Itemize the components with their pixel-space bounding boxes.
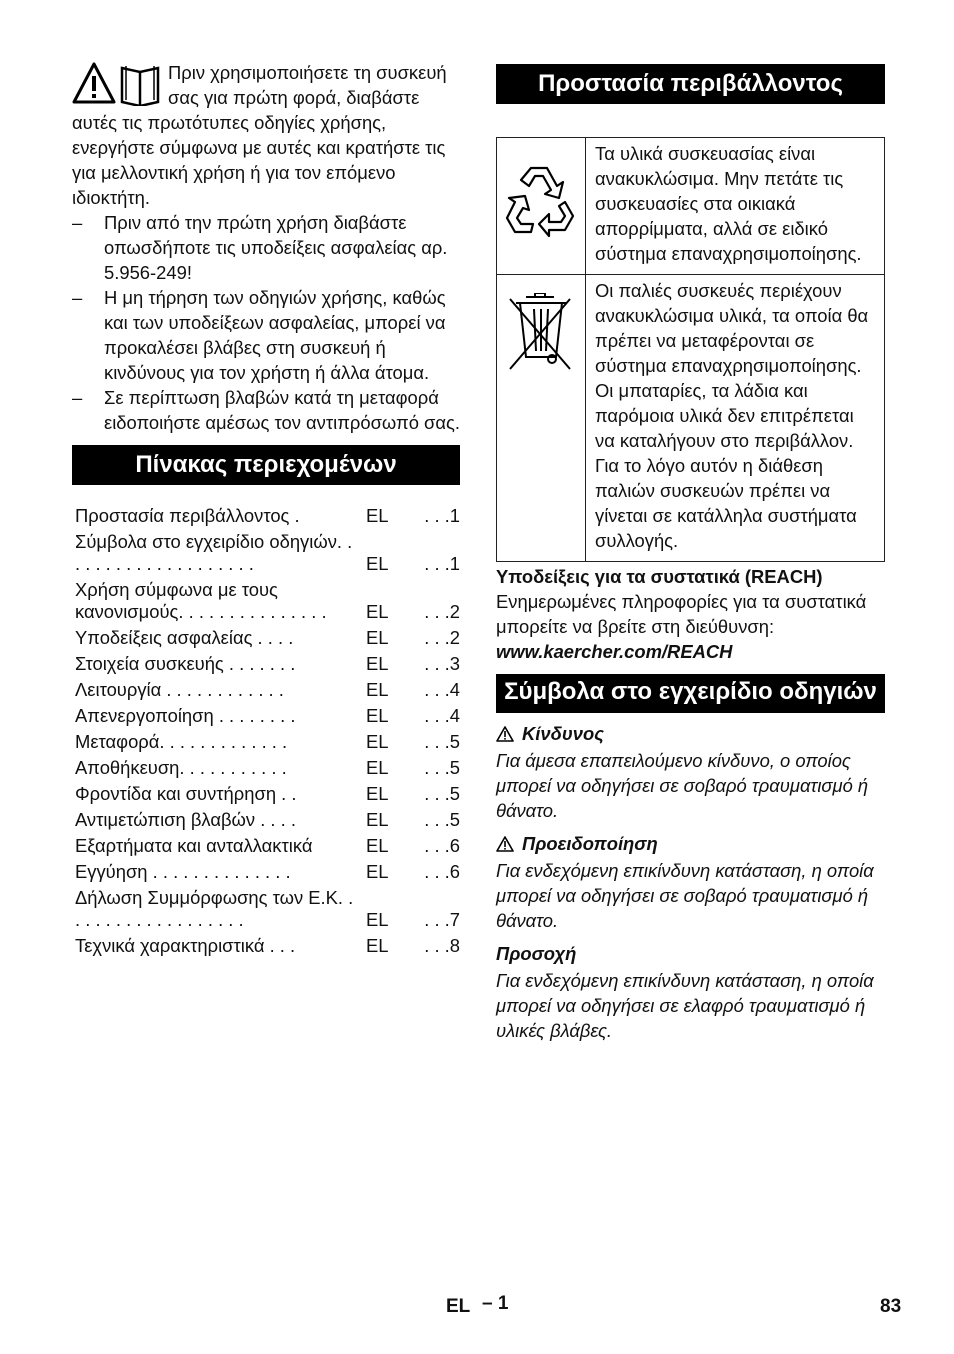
toc-entry-page: . . .5	[424, 731, 460, 752]
symbol-description: Για ενδεχόμενη επικίνδυνη κατάσταση, η οποία μπορεί να οδηγήσει σε σοβαρό τραυματισμό ή θάνατο.	[496, 860, 874, 931]
toc-entry-title: Υποδείξεις ασφαλείας . . . .	[75, 627, 294, 648]
toc-entry-title: Σύμβολα στο εγχειρίδιο οδηγιών. . . . . . . . . . . . . . . . . . . .	[75, 531, 353, 574]
toc-row[interactable]	[72, 755, 460, 781]
intro-section	[72, 60, 460, 435]
toc-entry-title: Εξαρτήματα και ανταλλακτικά	[75, 835, 313, 856]
reach-text: Ενημερωμένες πληροφορίες για τα συστατικά μπορείτε να βρείτε στη διεύθυνση:	[496, 591, 867, 637]
recycle-icon	[501, 158, 581, 238]
environment-heading: Προστασία περιβάλλοντος	[496, 64, 885, 104]
toc-entry-title: Στοιχεία συσκευής . . . . . . .	[75, 653, 296, 674]
toc-row[interactable]	[72, 729, 460, 755]
toc-entry-title: Λειτουργία . . . . . . . . . . . .	[75, 679, 284, 700]
toc-entry-lang: EL	[366, 809, 389, 830]
table-row	[497, 138, 885, 275]
toc-entry-page: . . .1	[424, 505, 460, 526]
symbol-label-text: Προειδοποίηση	[522, 833, 658, 854]
environment-icon-cell	[497, 138, 586, 275]
toc-entry-lang: EL	[366, 861, 389, 882]
toc-entry-title: Δήλωση Συμμόρφωσης των Ε.Κ. . . . . . . . . . . . . . . . . . .	[75, 887, 354, 930]
environment-table	[496, 137, 885, 562]
toc-row[interactable]	[72, 859, 460, 885]
footer-lang: EL	[446, 1296, 471, 1317]
toc-entry-page: . . .8	[424, 935, 460, 956]
toc-entry-title: Χρήση σύμφωνα με τους κανονισμούς. . . . . . . . . . . . . . .	[75, 579, 327, 622]
toc-entry-title: Φροντίδα και συντήρηση . .	[75, 783, 297, 804]
toc-row[interactable]	[72, 503, 460, 529]
toc-entry-lang: EL	[366, 757, 389, 778]
symbol-label-warning	[496, 831, 885, 856]
footer-page-number: 83	[880, 1296, 902, 1317]
toc-row[interactable]	[72, 933, 460, 959]
list-item: – Πριν από την πρώτη χρήση διαβάστε οπωσδήποτε τις υποδείξεις ασφαλείας αρ. 5.956-249!	[72, 210, 460, 285]
warning-manual-icon	[72, 62, 164, 106]
toc-entry-lang: EL	[366, 627, 389, 648]
toc-entry-lang: EL	[366, 653, 389, 674]
toc-entry-title: Αποθήκευση. . . . . . . . . . .	[75, 757, 287, 778]
environment-text-cell: Οι παλιές συσκευές περιέχουν ανακυκλώσιμα υλικά, τα οποία θα πρέπει να μεταφέρονται σε σύστημα επαναχρησιμοποίησης. Οι μπαταρίες, τα λάδια και παρόμοια υλικά δεν επιτρέπεται να καταλήγουν στο περιβάλλον. Για το λόγο αυτόν η διάθεση παλιών συσκευών πρέπει να γίνεται σε κατάλληλα συστήματα συλλογής.	[586, 275, 885, 562]
toc-heading: Πίνακας περιεχομένων	[72, 445, 460, 485]
toc-entry-page: . . .5	[424, 783, 460, 804]
symbols-heading: Σύμβολα στο εγχειρίδιο οδηγιών	[496, 674, 885, 713]
toc-entry-title: Μεταφορά. . . . . . . . . . . . .	[75, 731, 288, 752]
toc-entry-lang: EL	[366, 935, 389, 956]
toc-entry-lang: EL	[366, 505, 389, 526]
toc-entry-page: . . .5	[424, 757, 460, 778]
toc-row[interactable]	[72, 807, 460, 833]
reach-title: Υποδείξεις για τα συστατικά (REACH)	[496, 566, 823, 587]
toc-entry-lang: EL	[366, 601, 389, 622]
toc-entry-page: . . .4	[424, 705, 460, 726]
symbol-label-text: Προσοχή	[496, 943, 577, 964]
list-item: – Η μη τήρηση των οδηγιών χρήσης, καθώς και των υποδείξεων ασφαλείας, μπορεί να προκαλέσει βλάβες στη συσκευή ή κινδύνους για τον χρήστη ή άλλα άτομα.	[72, 285, 460, 385]
toc-entry-page: . . .6	[424, 861, 460, 882]
toc-row[interactable]	[72, 625, 460, 651]
environment-icon-cell	[497, 275, 586, 562]
toc-entry-lang: EL	[366, 783, 389, 804]
intro-bullets	[72, 210, 460, 435]
toc-entry-lang: EL	[366, 731, 389, 752]
footer-local-page: – 1	[482, 1293, 509, 1314]
symbol-description: Για άμεσα επαπειλούμενο κίνδυνο, ο οποίος μπορεί να οδηγήσει σε σοβαρό τραυματισμό ή θάνατο.	[496, 750, 869, 821]
toc-entry-title: Προστασία περιβάλλοντος .	[75, 505, 300, 526]
table-row	[497, 275, 885, 562]
environment-text-cell: Τα υλικά συσκευασίας είναι ανακυκλώσιμα. Μην πετάτε τις συσκευασίες στα οικιακά απορρίμματα, αλλά σε ειδικό σύστημα επαναχρησιμοποίησης.	[586, 138, 885, 275]
reach-section	[496, 564, 885, 664]
toc-entry-page: . . .2	[424, 627, 460, 648]
toc-entry-lang: EL	[366, 909, 389, 930]
reach-link[interactable]: www.kaercher.com/REACH	[496, 641, 733, 662]
toc-entry-title: Τεχνικά χαρακτηριστικά . . .	[75, 935, 296, 956]
warning-triangle-icon	[496, 836, 514, 852]
symbol-description: Για ενδεχόμενη επικίνδυνη κατάσταση, η οποία μπορεί να οδηγήσει σε ελαφρό τραυματισμό ή υλικές βλάβες.	[496, 970, 874, 1041]
toc-entry-page: . . .7	[424, 909, 460, 930]
warning-triangle-icon	[496, 726, 514, 742]
table-of-contents	[72, 503, 460, 959]
toc-entry-lang: EL	[366, 705, 389, 726]
toc-entry-lang: EL	[366, 835, 389, 856]
toc-entry-page: . . .1	[424, 553, 460, 574]
toc-entry-lang: EL	[366, 679, 389, 700]
symbol-label-danger	[496, 721, 885, 746]
toc-entry-page: . . .6	[424, 835, 460, 856]
toc-entry-title: Εγγύηση . . . . . . . . . . . . . .	[75, 861, 291, 882]
toc-entry-page: . . .2	[424, 601, 460, 622]
symbol-label-caution	[496, 941, 885, 966]
toc-entry-title: Αντιμετώπιση βλαβών . . . .	[75, 809, 296, 830]
toc-row[interactable]	[72, 529, 460, 577]
right-column	[496, 60, 885, 1043]
toc-entry-page: . . .3	[424, 653, 460, 674]
toc-entry-lang: EL	[366, 553, 389, 574]
toc-row[interactable]	[72, 577, 460, 625]
toc-entry-page: . . .5	[424, 809, 460, 830]
symbol-label-text: Κίνδυνος	[522, 723, 604, 744]
toc-row[interactable]	[72, 885, 460, 933]
toc-row[interactable]	[72, 703, 460, 729]
toc-row[interactable]	[72, 677, 460, 703]
toc-row[interactable]	[72, 651, 460, 677]
intro-paragraph: Πριν χρησιμοποιήσετε τη συσκευή σας για πρώτη φορά, διαβάστε αυτές τις πρωτότυπες οδηγίες χρήσης, ενεργήστε σύμφωνα με αυτές και κρατήστε τις για μελλοντική χρήση ή για τον επόμενο ιδιοκτήτη.	[72, 62, 447, 208]
toc-entry-page: . . .4	[424, 679, 460, 700]
toc-row[interactable]	[72, 833, 460, 859]
crossed-bin-icon	[506, 293, 576, 373]
toc-entry-title: Απενεργοποίηση . . . . . . . .	[75, 705, 296, 726]
left-column	[72, 60, 460, 959]
symbols-section	[496, 721, 885, 1043]
toc-row[interactable]	[72, 781, 460, 807]
list-item: – Σε περίπτωση βλαβών κατά τη μεταφορά ειδοποιήστε αμέσως τον αντιπρόσωπό σας.	[72, 385, 460, 435]
